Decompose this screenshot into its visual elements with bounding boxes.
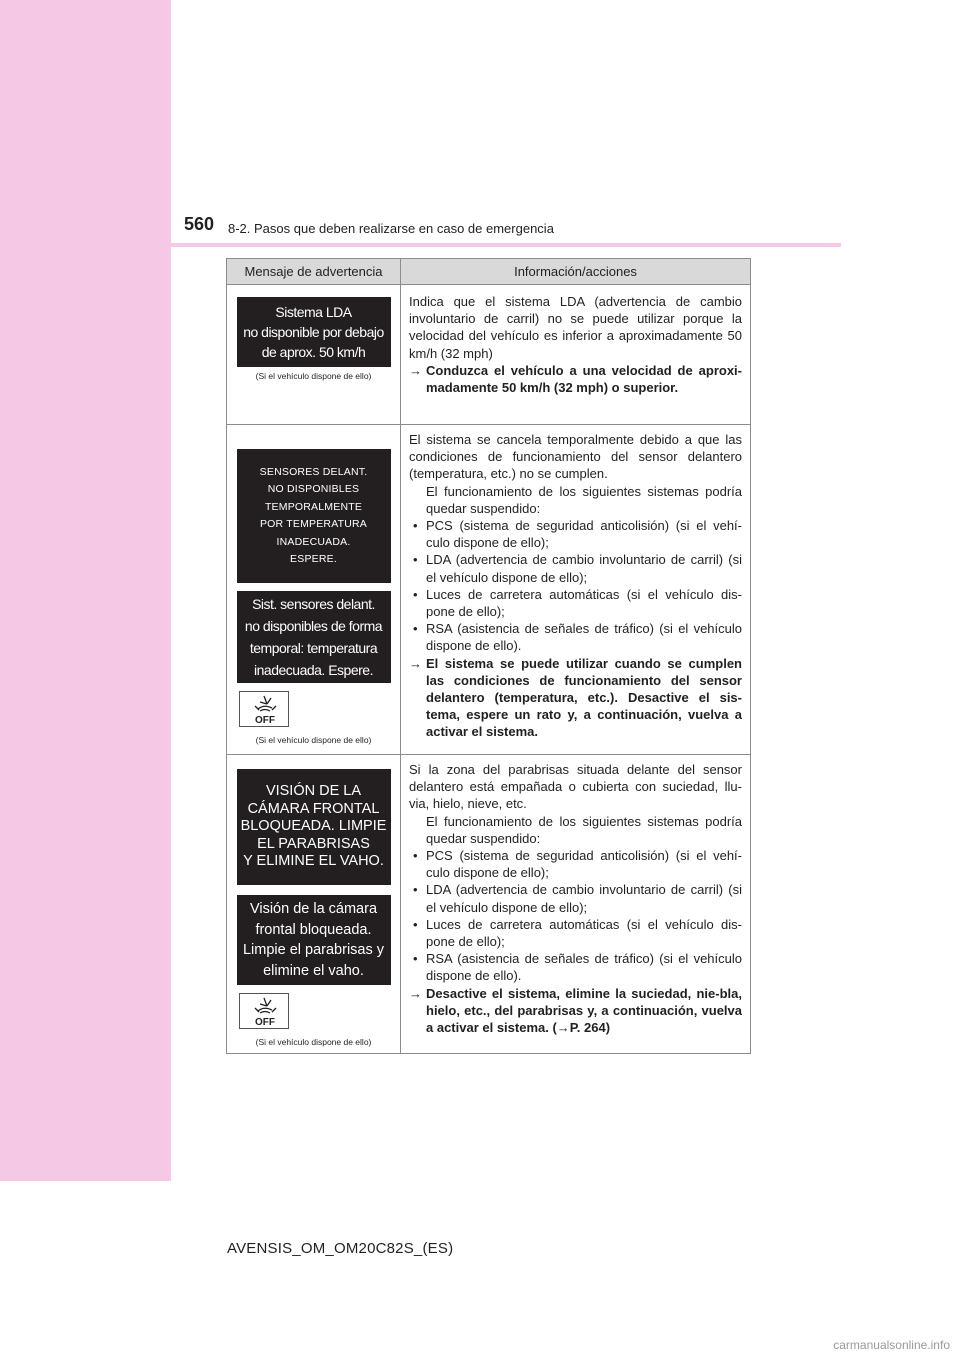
info-actions-cell (401, 285, 751, 425)
list-item: • PCS (sistema de seguridad anticolisión) (si el vehí-culo dispone de ello); (409, 847, 742, 881)
display-line: VISIÓN DE LA (265, 783, 362, 800)
display-lda-unavailable (237, 297, 391, 367)
info-actions-cell (401, 425, 751, 755)
display-line: SENSORES DELANT. (259, 465, 368, 478)
info-actions-cell (401, 755, 751, 1054)
watermark: carmanualsonline.info (833, 1338, 950, 1352)
display-line: Limpie el parabrisas y (242, 942, 385, 958)
lda-off-icon (239, 691, 289, 727)
display-line: INADECUADA. (276, 535, 351, 548)
display-line: POR TEMPERATURA (259, 518, 368, 530)
action-label: Desactive el sistema, elimine la suciedad, nie-bla, hielo, etc., del parabrisas y, a continuación, vuelva a activar el sistema. (→P. 264) (426, 985, 742, 1036)
arrow-icon: → (409, 985, 422, 1001)
table-row (227, 425, 751, 755)
description-text: Si la zona del parabrisas situada delante del sensor delantero está empañada o cubierta con suciedad, llu-via, hielo, nieve, etc. (409, 762, 742, 812)
display-line: ESPERE. (290, 553, 337, 565)
display-sensors-unavailable (237, 449, 391, 583)
list-item: • Luces de carretera automáticas (si el vehículo dis-pone de ello); (409, 916, 742, 950)
arrow-icon: → (409, 655, 422, 671)
display-line: TEMPORALMENTE (264, 500, 363, 513)
display-camera-blocked-alt (237, 895, 391, 985)
display-line: de aprox. 50 km/h (261, 344, 366, 360)
header-rule (119, 243, 841, 247)
page-number: 560 (184, 214, 215, 234)
display-camera-blocked (237, 769, 391, 885)
table-header-row (227, 259, 751, 285)
systems-list (409, 847, 742, 985)
list-item: • LDA (advertencia de cambio involuntario de carril) (si el vehículo dispone de ello); (409, 551, 742, 585)
display-line: inadecuada. Espere. (254, 662, 373, 678)
warning-message-cell (227, 755, 401, 1054)
icon-label: OFF (255, 1017, 275, 1028)
display-line: frontal bloqueada. (255, 921, 372, 938)
icon-label: OFF (255, 715, 275, 726)
list-item: • PCS (sistema de seguridad anticolisión) (si el vehí-culo dispone de ello); (409, 517, 742, 551)
list-item: • LDA (advertencia de cambio involuntario de carril) (si el vehículo dispone de ello); (409, 881, 742, 915)
availability-note: (Si el vehículo dispone de ello) (255, 735, 372, 745)
action-text (409, 362, 742, 396)
display-line: Visión de la cámara (249, 901, 378, 917)
list-item: • Luces de carretera automáticas (si el vehículo dis-pone de ello); (409, 586, 742, 620)
action-text (409, 655, 742, 741)
warning-table (226, 258, 751, 1054)
display-line: elimine el vaho. (263, 962, 364, 979)
description-text: Indica que el sistema LDA (advertencia de cambio involuntario de carril) no se puede utilizar porque la velocidad del vehículo es inferior a aproximadamente 50 km/h (32 mph) (409, 294, 742, 361)
systems-list (409, 517, 742, 655)
warning-message-cell (227, 285, 401, 425)
section-title: 8-2. Pasos que deben realizarse en caso de emergencia (228, 221, 554, 236)
lda-off-icon (239, 993, 289, 1029)
action-text (409, 985, 742, 1037)
display-line: BLOQUEADA. LIMPIE (240, 818, 387, 835)
list-item: • RSA (asistencia de señales de tráfico) (si el vehículo dispone de ello). (409, 620, 742, 654)
display-line: EL PARABRISAS (257, 835, 370, 852)
display-sensors-unavailable-alt (237, 591, 391, 683)
warning-message-cell (227, 425, 401, 755)
display-line: temporal: temperatura (249, 640, 378, 656)
availability-note: (Si el vehículo dispone de ello) (255, 1037, 372, 1047)
action-label: El sistema se puede utilizar cuando se cumplen las condiciones de funcionamiento del sensor delantero (temperatura, etc.). Desactive el sis-tema, espere un rato y, a continuación, vuelva a activar el sistema. (426, 655, 742, 740)
arrow-icon: → (409, 362, 422, 378)
display-line: Sistema LDA (275, 304, 352, 320)
suspended-systems-text: El funcionamiento de los siguientes sistemas podría quedar suspendido: (426, 813, 742, 846)
header-warning-message: Mensaje de advertencia (227, 259, 401, 285)
table-row (227, 755, 751, 1054)
display-line: Y ELIMINE EL VAHO. (243, 853, 384, 870)
table-row (227, 285, 751, 425)
display-line: NO DISPONIBLES (267, 483, 360, 495)
display-line: no disponible por debajo (243, 324, 384, 340)
suspended-systems-text: El funcionamiento de los siguientes sistemas podría quedar suspendido: (426, 483, 742, 516)
list-item: • RSA (asistencia de señales de tráfico) (si el vehículo dispone de ello). (409, 950, 742, 984)
description-text: El sistema se cancela temporalmente debido a que las condiciones de funcionamiento del sensor delantero (temperatura, etc.) no se cumplen. (409, 432, 742, 482)
display-line: no disponibles de forma (244, 618, 383, 634)
side-thumb-band (0, 0, 171, 1181)
display-line: CÁMARA FRONTAL (247, 800, 380, 817)
action-label: Conduzca el vehículo a una velocidad de aproxi-madamente 50 km/h (32 mph) o superior. (426, 362, 742, 396)
document-code: AVENSIS_OM_OM20C82S_(ES) (227, 1240, 454, 1257)
header-info-actions: Información/acciones (401, 259, 751, 285)
display-line: Sist. sensores delant. (252, 596, 375, 612)
availability-note: (Si el vehículo dispone de ello) (255, 371, 372, 381)
